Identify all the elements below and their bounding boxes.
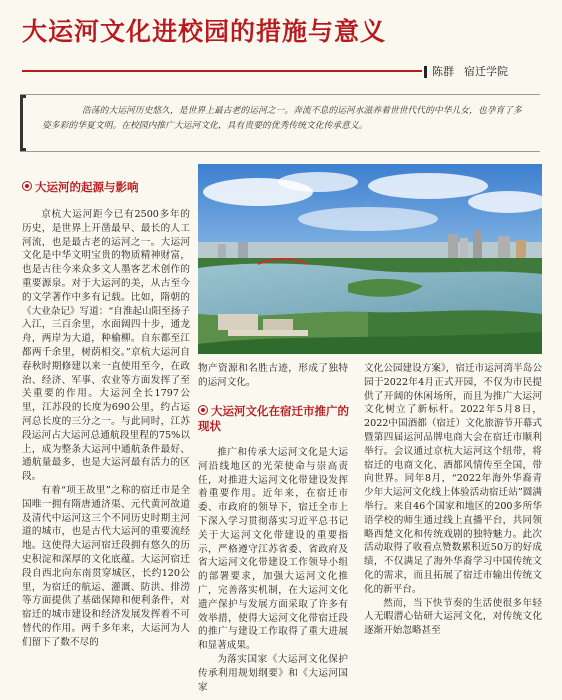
author-name: 陈群 [432, 65, 454, 78]
section-bullet-icon [22, 181, 32, 191]
section-bullet-icon [198, 405, 208, 415]
section-heading-origin [22, 180, 192, 195]
section-heading-status [198, 404, 350, 434]
abstract-bracket [20, 95, 26, 151]
article-title: 大运河文化进校园的措施与意义 [22, 17, 387, 46]
paragraph: 有着“项王故里”之称的宿迁市是全国唯一拥有隋唐通济渠、元代黄河故道及清代中运河这三个不同历史时期主河道的城市，也是古代大运河的重要流经地。这使得大运河宿迁段拥有悠久的历史积淀和深厚的文化底蕴。大运河宿迁段自西北向东南贯穿城区，长约120公里，为宿迁的航运、灌溉、防洪、排涝等方面提供了基础保障和便利条件，对宿迁的城市建设和经济发展发挥着不可替代的作用。两千多年来，大运河为人们留下了数不尽的 [22, 484, 190, 648]
author-org: 宿迁学院 [464, 65, 508, 78]
paragraph: 为落实国家《大运河文化保护传承利用规划纲要》和《大运河国家 [198, 653, 348, 693]
grand-canal-aerial-photo [198, 164, 542, 354]
column-middle [198, 362, 348, 390]
abstract-body: 浩荡的大运河历史悠久，是世界上最古老的运河之一。奔流不息的运河水滋养着世世代代的中华儿女，也孕育了多姿多彩的华夏文明。在校园内推广大运河文化，具有贵要的优秀传统文化传承意义。 [42, 106, 522, 131]
column-right [364, 362, 542, 638]
column-middle-body [198, 446, 348, 694]
byline [432, 63, 508, 79]
section-heading-origin-text: 大运河的起源与影响 [35, 180, 139, 194]
paragraph-continued: 物产资源和名胜古迹，形成了独特的运河文化。 [198, 363, 348, 388]
paragraph: 然而，当下快节奏的生活使很多年轻人无暇潜心钻研大运河文化，对传统文化逐渐开始忽略甚至 [364, 597, 542, 637]
abstract-box [20, 94, 540, 152]
paragraph-continued: 文化公园建设方案》，宿迁市运河湾半岛公园于2022年4月正式开园，不仅为市民提供了开阔的休闲场所，而且为推广大运河文化树立了新标杆。2022年5月8日，2022中国酒都（宿迁）文化旅游节开幕式暨第四届运河品牌电商大会在宿迁市顺利举行。会议通过京杭大运河这个纽带，将宿迁的电商文化、酒都风情传至全国，带向世界。同年8月，“2022年海外华裔青少年大运河文化线上体验活动宿迁站”圆满举行。来自46个国家和地区的200多所华语学校的师生通过线上直播平台，共同领略西楚文化和传统戏剧的独特魅力。此次活动取得了收看点赞数累积近50万的好成绩，不仅满足了海外华裔学习中国传统文化的需求，而且拓展了宿迁市输出传统文化的新平台。 [364, 363, 542, 595]
abstract-text [42, 104, 530, 134]
byline-marker [424, 66, 427, 78]
title-rule [22, 70, 422, 72]
paragraph: 京杭大运河距今已有2500多年的历史，是世界上开凿最早、最长的人工河流，也是最古老的运河之一。大运河文化是中华文明宝贵的物质精神财富，也是古往今来众多文人墨客艺术创作的重要源泉。对于大运河的美，从古至今的文学著作中多有记载。比如，隋朝的《大业杂记》写道：“自淮起山阳至扬子入江，三百余里，水面阔四十步，通龙舟，两岸为大道，种榆柳。自东都至江都两千余里，树荫相交。”京杭大运河自春秋时期修建以来一直使用至今，在政治、经济、军事、农业等方面发挥了至关重要的作用。大运河全长1797公里，江苏段的长度为690公里，约占运河总长度的三分之一。与此同时，江苏段运河占大运河总通航段里程的75%以上，成为整条大运河中通航条件最好、通航量最多，也是大运河最有活力的区段。 [22, 209, 190, 483]
paragraph: 推广和传承大运河文化是大运河沿线地区的光荣使命与崇高责任，对推进大运河文化带建设发挥着重要作用。近年来，在宿迁市委、市政府的领导下，宿迁全市上下深入学习贯彻落实习近平总书记关于大运河文化带建设的重要指示，严格遵守江苏省委、省政府及省大运河文化带建设工作领导小组的部署要求，加强大运河文化推广，完善落实机制，在大运河文化遗产保护与发展方面采取了许多有效举措，使得大运河文化带宿迁段的推广与建设工作取得了重大进展和显著成果。 [198, 447, 348, 652]
column-left [22, 208, 190, 650]
section-heading-status-text: 大运河文化在宿迁市推广的现状 [198, 404, 349, 433]
